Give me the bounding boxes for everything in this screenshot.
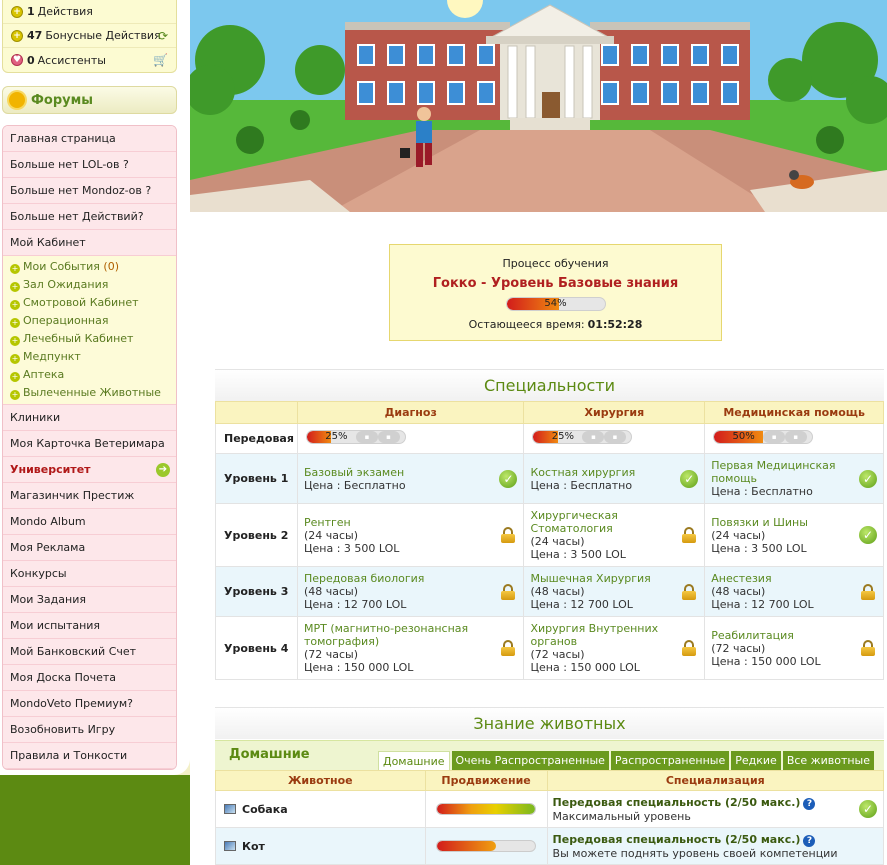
checkmark-icon: ✓ <box>859 470 877 488</box>
specialty-duration: (48 часы) <box>711 585 766 598</box>
animal-tab[interactable]: Редкие <box>731 751 781 770</box>
cabinet-submenu <box>3 256 176 405</box>
specialty-name[interactable]: Повязки и Шины <box>711 515 808 529</box>
menu-item[interactable]: Моя Доска Почета <box>3 665 176 691</box>
sidebar-footer <box>0 775 190 865</box>
animal-tab[interactable]: Очень Распространенные <box>452 751 609 770</box>
menu-university[interactable] <box>3 457 176 483</box>
submenu-item[interactable] <box>3 312 176 330</box>
spec-row-level <box>216 617 884 680</box>
sidebar-panel <box>0 0 190 775</box>
submenu-item[interactable] <box>3 330 176 348</box>
learning-remaining <box>390 318 721 331</box>
specialty-price: Цена : 3 500 LOL <box>303 541 400 555</box>
advanced-cell <box>524 424 705 454</box>
lock-body <box>682 534 696 543</box>
specialty-cell <box>297 567 524 617</box>
advanced-progress-bar <box>713 430 813 444</box>
menu-item[interactable]: Возобновить Игру <box>3 717 176 743</box>
specialty-name[interactable]: Хирургия Внутренних органов <box>530 622 659 648</box>
specialty-name[interactable]: МРТ (магнитно-резонансная томография) <box>303 622 469 648</box>
row-label: Уровень 4 <box>216 617 298 680</box>
remaining-time: 01:52:28 <box>587 318 643 331</box>
specialty-cell[interactable] <box>705 454 884 504</box>
university-illustration <box>190 0 887 212</box>
animals-group-label: Домашние <box>229 747 310 762</box>
row-label: Уровень 1 <box>216 454 298 504</box>
lock-icon <box>682 527 696 543</box>
specialty-name[interactable]: Анестезия <box>711 572 772 585</box>
animal-name: Собака <box>242 802 288 816</box>
specialty-name[interactable]: Базовый экзамен <box>303 465 405 479</box>
specialty-duration: (72 часы) <box>530 648 585 661</box>
cart-icon[interactable]: 🛒 <box>153 53 168 67</box>
learning-title: Процесс обучения <box>502 257 609 270</box>
lock-body <box>501 534 515 543</box>
learning-course-name: Гокко - Уровень Базовые знания <box>432 276 679 291</box>
resource-label: Действия <box>37 5 93 18</box>
lock-body <box>501 591 515 600</box>
plus-icon: + <box>11 318 19 327</box>
menu-item[interactable]: MondoVeto Премиум? <box>3 691 176 717</box>
submenu-item[interactable] <box>3 294 176 312</box>
spec-header-medical: Медицинская помощь <box>705 402 884 424</box>
level-dot: ▪ <box>785 431 807 443</box>
spec-header-surgery: Хирургия <box>524 402 705 424</box>
spec-title: Передовая специальность (2/50 макс.) <box>552 832 801 846</box>
heart-icon: ♥ <box>12 55 22 65</box>
specialty-info <box>299 462 523 496</box>
menu-item[interactable]: Мои испытания <box>3 613 176 639</box>
menu-cabinet[interactable]: Мой Кабинет <box>3 230 176 256</box>
animal-name-cell[interactable] <box>216 828 426 865</box>
specialty-name[interactable]: Реабилитация <box>711 628 794 642</box>
lock-icon <box>682 584 696 600</box>
plus-icon: + <box>11 282 19 291</box>
specialty-duration: (72 часы) <box>303 648 359 661</box>
submenu-label: Операционная <box>23 314 109 327</box>
level-dot: ▪ <box>763 431 785 443</box>
checkmark-icon: ✓ <box>859 800 877 818</box>
specialty-price: Цена : 150 000 LOL <box>530 661 640 674</box>
specialty-name[interactable]: Мышечная Хирургия <box>530 572 651 585</box>
menu-no-lol[interactable]: Больше нет LOL-ов ? <box>3 152 176 178</box>
learning-progress-box <box>389 244 722 341</box>
spec-text: Максимальный уровень <box>552 809 691 823</box>
spec-header-empty <box>216 402 298 424</box>
animal-spec-cell <box>547 791 883 828</box>
lock-body <box>682 591 696 600</box>
advanced-cell <box>297 424 524 454</box>
specialty-price: Цена : 12 700 LOL <box>303 598 407 611</box>
level-dot: ▪ <box>582 431 604 443</box>
animal-header-name: Животное <box>216 771 426 791</box>
progress-fill <box>437 804 535 814</box>
remaining-label: Остающееся время: <box>468 318 585 331</box>
animal-row <box>216 791 884 828</box>
lock-body <box>682 647 696 656</box>
lock-body <box>861 591 875 600</box>
specialty-cell[interactable] <box>524 454 705 504</box>
submenu-item[interactable] <box>3 348 176 366</box>
menu-university-label: Университет <box>10 463 91 476</box>
specialty-price: Цена : 12 700 LOL <box>530 598 633 611</box>
resource-bonus-actions[interactable] <box>3 24 176 48</box>
plus-icon: + <box>11 264 19 273</box>
plus-icon: + <box>11 390 19 399</box>
menu-item[interactable]: Конкурсы <box>3 561 176 587</box>
arrow-right-icon: ➔ <box>156 463 170 477</box>
plus-icon: + <box>11 336 19 345</box>
spec-row-advanced <box>216 424 884 454</box>
menu-item[interactable]: Мои Задания <box>3 587 176 613</box>
spec-row-level <box>216 504 884 567</box>
menu-item[interactable]: Mondo Album <box>3 509 176 535</box>
specialty-duration: (48 часы) <box>530 585 585 598</box>
submenu-label: Смотровой Кабинет <box>23 296 139 309</box>
specialty-cell <box>705 617 884 680</box>
specialty-info <box>706 568 882 615</box>
advanced-progress-bar <box>306 430 406 444</box>
submenu-item[interactable] <box>3 384 176 402</box>
animals-table <box>215 770 884 865</box>
animal-image-icon <box>224 841 236 851</box>
resource-label: Бонусные Действия <box>45 29 161 42</box>
animal-tab[interactable]: Домашние <box>378 751 450 770</box>
specialty-name[interactable]: Первая Медицинская помощь <box>711 459 836 485</box>
learning-progress-bar <box>506 297 606 311</box>
sidebar <box>0 0 190 865</box>
submenu-label: Аптека <box>23 368 65 381</box>
lock-icon <box>861 584 875 600</box>
row-label: Уровень 3 <box>216 567 298 617</box>
checkmark-icon: ✓ <box>859 526 877 544</box>
plus-icon: + <box>11 6 23 18</box>
spec-row-level <box>216 567 884 617</box>
main-menu <box>2 125 177 770</box>
menu-no-actions[interactable]: Больше нет Действий? <box>3 204 176 230</box>
menu-item[interactable]: Правила и Тонкости <box>3 743 176 769</box>
specialty-info <box>525 568 703 615</box>
forum-label: Форумы <box>31 92 93 108</box>
specialty-info <box>706 625 882 672</box>
plus-icon: + <box>11 372 19 381</box>
specialty-name[interactable]: Костная хирургия <box>530 465 636 479</box>
specialty-price: Цена : 3 500 LOL <box>530 548 626 561</box>
level-dot: ▪ <box>604 431 626 443</box>
animal-header-spec: Специализация <box>547 771 883 791</box>
checkmark-icon: ✓ <box>680 470 698 488</box>
lock-icon <box>501 584 515 600</box>
submenu-item[interactable] <box>3 366 176 384</box>
progress-label: 25% <box>551 431 574 442</box>
lock-icon <box>501 640 515 656</box>
submenu-label: Вылеченные Животные <box>23 386 161 399</box>
progress-label: 50% <box>732 431 755 442</box>
lock-icon <box>682 640 696 656</box>
specialty-cell <box>297 617 524 680</box>
submenu-label: Медпункт <box>23 350 81 363</box>
specialty-info <box>525 618 703 678</box>
specialty-price: Цена : 12 700 LOL <box>711 598 814 611</box>
plus-icon: + <box>11 30 23 42</box>
specialty-cell <box>705 567 884 617</box>
specialty-info <box>299 618 523 678</box>
advanced-progress-bar <box>532 430 632 444</box>
animal-row <box>216 828 884 865</box>
animals-title: Знание животных <box>215 707 884 739</box>
animal-spec-cell <box>547 828 883 865</box>
animal-name-cell[interactable] <box>216 791 426 828</box>
submenu-label: Зал Ожидания <box>23 278 109 291</box>
level-dot: ▪ <box>378 431 400 443</box>
progress-fill <box>437 841 496 851</box>
specialty-cell[interactable] <box>705 504 884 567</box>
plus-icon: + <box>11 300 19 309</box>
checkmark-icon: ✓ <box>499 470 517 488</box>
specialty-info <box>525 462 703 496</box>
submenu-item[interactable] <box>3 276 176 294</box>
advanced-cell <box>705 424 884 454</box>
help-icon[interactable]: ? <box>803 798 815 810</box>
menu-item[interactable]: Магазинчик Престиж <box>3 483 176 509</box>
forum-link[interactable] <box>2 86 177 114</box>
animal-progress-bar <box>436 803 536 815</box>
specialty-duration: (72 часы) <box>711 641 766 655</box>
specialty-duration: (48 часы) <box>303 585 359 598</box>
spec-row-level <box>216 454 884 504</box>
menu-item[interactable]: Мой Банковский Счет <box>3 639 176 665</box>
refresh-icon[interactable]: ⟳ <box>157 29 168 43</box>
animal-image-icon <box>224 804 236 814</box>
resource-actions[interactable] <box>3 0 176 24</box>
menu-clinics[interactable]: Клиники <box>3 405 176 431</box>
specialties-table <box>215 401 884 680</box>
specialty-duration: (24 часы) <box>530 535 585 548</box>
menu-no-mondoz[interactable]: Больше нет Mondoz-ов ? <box>3 178 176 204</box>
spec-title-line <box>553 796 852 810</box>
menu-home[interactable]: Главная страница <box>3 126 176 152</box>
resource-count: 47 <box>27 29 43 42</box>
progress-label: 25% <box>325 431 348 442</box>
specialty-name[interactable]: Передовая биология <box>303 572 425 585</box>
progress-label: 54% <box>544 298 567 309</box>
resource-count: 1 <box>27 5 35 18</box>
row-label: Передовая <box>216 424 298 454</box>
menu-rest <box>3 483 176 769</box>
specialty-info <box>525 505 703 565</box>
specialty-info <box>299 512 523 559</box>
animal-spec <box>549 793 882 826</box>
submenu-label: Мои События <box>23 260 100 273</box>
resources-box <box>2 0 177 73</box>
animal-progress-cell <box>425 791 547 828</box>
level-dot: ▪ <box>356 431 378 443</box>
animal-progress-bar <box>436 840 536 852</box>
specialty-cell <box>524 504 705 567</box>
specialty-cell <box>297 504 524 567</box>
specialty-duration: (24 часы) <box>711 528 766 542</box>
spec-header-diagnosis: Диагноз <box>297 402 524 424</box>
animal-tab[interactable]: Распространенные <box>611 751 729 770</box>
resource-label: Ассистенты <box>37 53 106 67</box>
specialty-duration: (24 часы) <box>303 528 359 542</box>
specialties-title: Специальности <box>215 369 884 401</box>
animal-spec <box>549 830 882 863</box>
specialty-info <box>706 455 882 502</box>
spec-text: Вы можете поднять уровень своей компетенции <box>552 846 838 860</box>
specialty-info <box>706 512 882 559</box>
resource-assistants[interactable] <box>3 48 176 72</box>
specialty-cell <box>524 567 705 617</box>
university-banner <box>190 0 887 212</box>
plus-icon: + <box>11 354 19 363</box>
help-icon[interactable]: ? <box>803 835 815 847</box>
specialty-price: Цена : 150 000 LOL <box>711 654 821 668</box>
specialty-info <box>299 568 523 615</box>
submenu-label: Лечебный Кабинет <box>23 332 134 345</box>
spec-title: Передовая специальность (2/50 макс.) <box>552 795 801 809</box>
lock-icon <box>861 640 875 656</box>
specialty-cell[interactable] <box>297 454 524 504</box>
resource-count: 0 <box>27 53 35 67</box>
events-count: (0) <box>103 260 120 273</box>
row-label: Уровень 2 <box>216 504 298 567</box>
specialty-name[interactable]: Рентген <box>303 515 351 529</box>
animals-tabs <box>376 751 874 770</box>
menu-item[interactable]: Моя Реклама <box>3 535 176 561</box>
sun-icon <box>9 92 25 108</box>
lock-body <box>501 647 515 656</box>
menu-vet-card[interactable]: Моя Карточка Ветеримара <box>3 431 176 457</box>
lock-icon <box>501 527 515 543</box>
specialty-price: Цена : Бесплатно <box>303 478 406 492</box>
specialty-price: Цена : 150 000 LOL <box>303 661 414 674</box>
spec-title-line <box>553 833 852 847</box>
animals-header <box>215 740 884 770</box>
animal-tab[interactable]: Все животные <box>783 751 874 770</box>
animal-header-progress: Продвижение <box>425 771 547 791</box>
specialty-name[interactable]: Хирургическая Стоматология <box>530 509 618 535</box>
submenu-item[interactable] <box>3 258 176 276</box>
specialty-price: Цена : Бесплатно <box>711 485 813 498</box>
specialty-price: Цена : 3 500 LOL <box>711 541 807 555</box>
animal-name: Кот <box>242 839 265 853</box>
specialty-cell <box>524 617 705 680</box>
animal-progress-cell <box>425 828 547 865</box>
specialty-price: Цена : Бесплатно <box>530 478 633 492</box>
lock-body <box>861 647 875 656</box>
